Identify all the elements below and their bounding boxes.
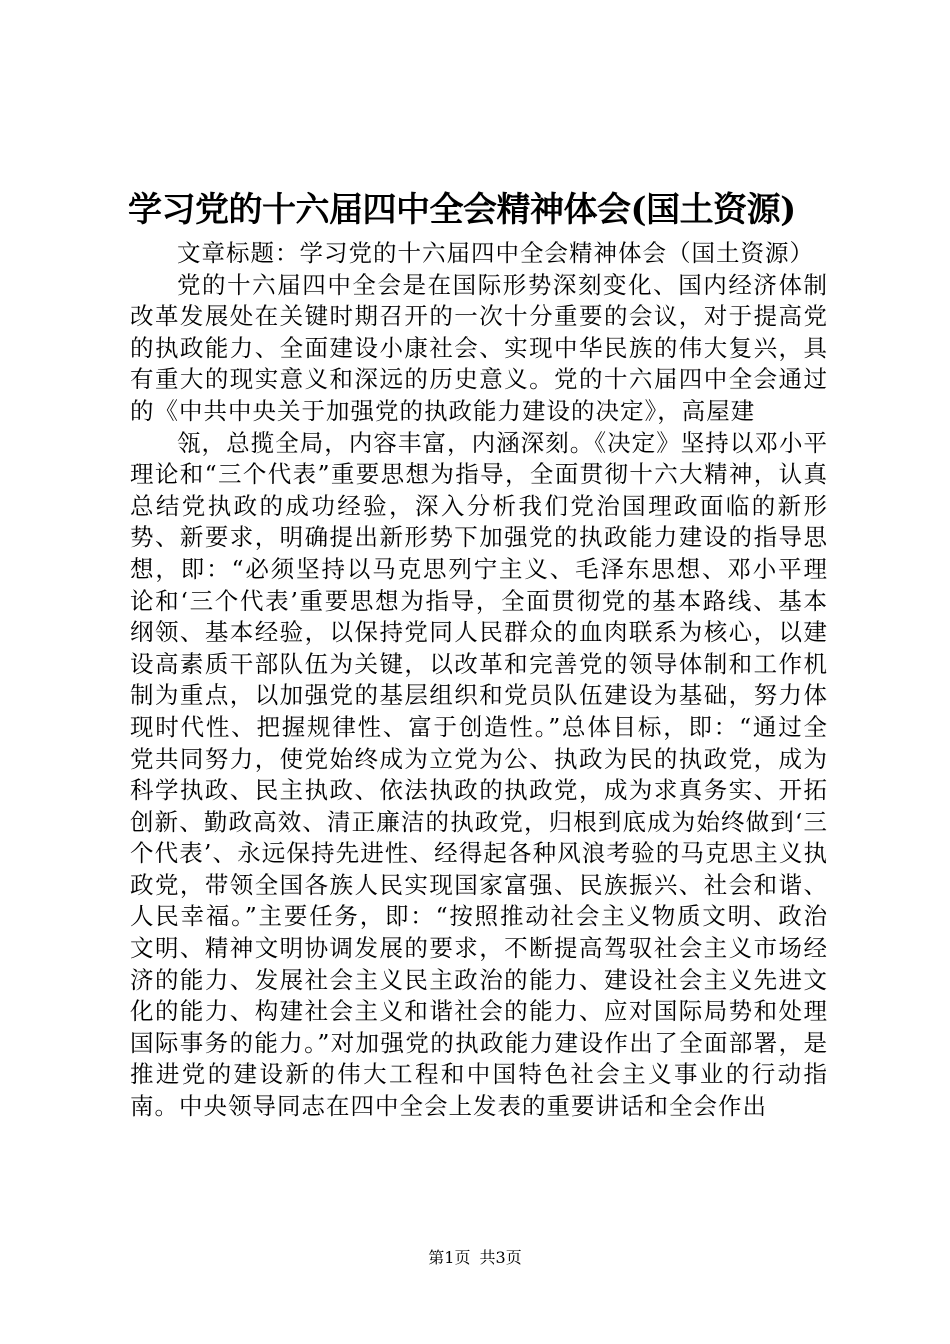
document-title: 学习党的十六届四中全会精神体会(国土资源) [128,190,796,230]
body-paragraph: 瓴，总揽全局，内容丰富，内涵深刻。《决定》坚持以邓小平理论和“三个代表”重要思想为指导，全面贯彻十六大精神，认真总结党执政的成功经验，深入分析我们党治国理政面临的新形势、新要求，明确提出新形势下加强党的执政能力建设的指导思想，即：“必须坚持以马克思列宁主义、毛泽东思想、邓小平理论和‘三个代表’重要思想为指导，全面贯彻党的基本路线、基本纲领、基本经验，以保持党同人民群众的血肉联系为核心，以建设高素质干部队伍为关键，以改革和完善党的领导体制和工作机制为重点，以加强党的基层组织和党员队伍建设为基础，努力体现时代性、把握规律性、富于创造性。”总体目标，即：“通过全党共同努力，使党始终成为立党为公、执政为民的执政党，成为科学执政、民主执政、依法执政的执政党，成为求真务实、开拓创新、勤政高效、清正廉洁的执政党，归根到底成为始终做到‘三个代表’、永远保持先进性、经得起各种风浪考验的马克思主义执政党，带领全国各族人民实现国家富强、民族振兴、社会和谐、人民幸福。”主要任务，即：“按照推动社会主义物质文明、政治文明、精神文明协调发展的要求，不断提高驾驭社会主义市场经济的能力、发展社会主义民主政治的能力、建设社会主义先进文化的能力、构建社会主义和谐社会的能力、应对国际局势和处理国际事务的能力。”对加强党的执政能力建设作出了全面部署，是推进党的建设新的伟大工程和中国特色社会主义事业的行动指南。中央领导同志在四中全会上发表的重要讲话和全会作出 [130,428,828,1121]
page-number: 第1页 [428,1248,471,1267]
page-total: 共3页 [479,1248,522,1267]
document-body [130,238,828,1123]
article-title-paragraph: 文章标题：学习党的十六届四中全会精神体会（国土资源） [177,239,814,267]
body-paragraph: 党的十六届四中全会是在国际形势深刻变化、国内经济体制改革发展处在关键时期召开的一次十分重要的会议，对于提高党的执政能力、全面建设小康社会、实现中华民族的伟大复兴，具有重大的现实意义和深远的历史意义。党的十六届四中全会通过的《中共中央关于加强党的执政能力建设的决定》，高屋建 [130,270,828,425]
page-footer [0,1247,950,1269]
